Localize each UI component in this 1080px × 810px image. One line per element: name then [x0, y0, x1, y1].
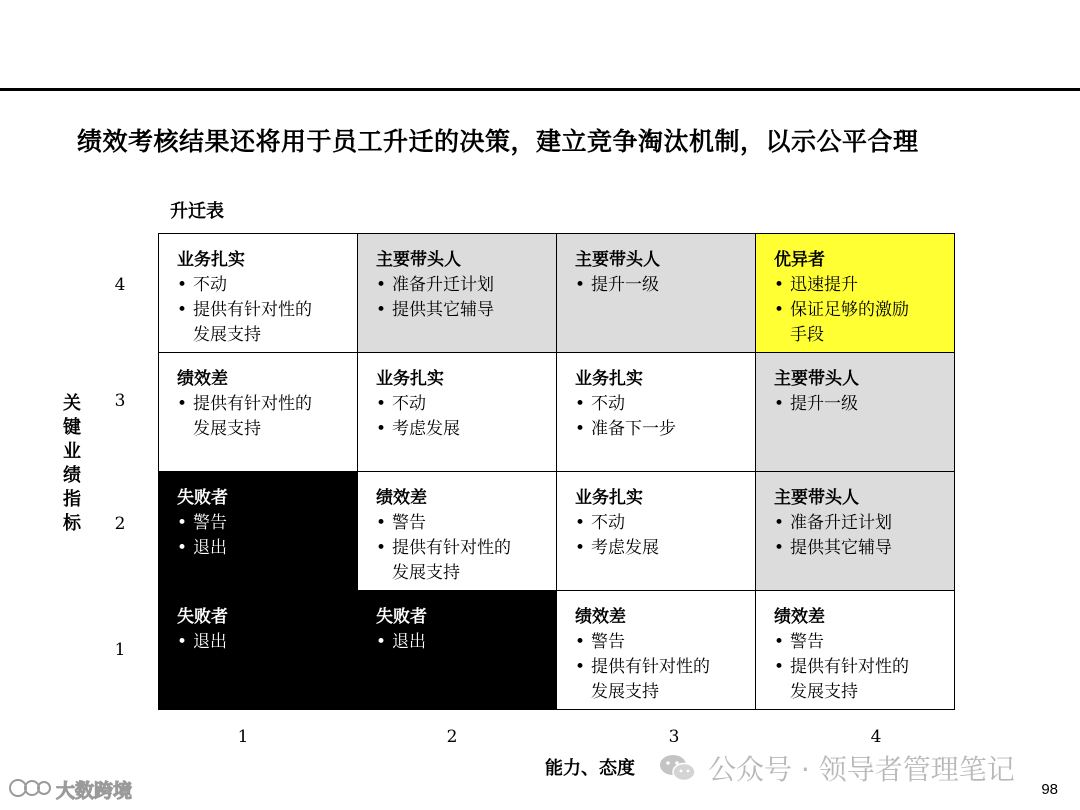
matrix-cell — [159, 234, 358, 353]
cell-bullet-item: • 保证足够的激励 手段 — [774, 298, 944, 348]
cell-bullet-item: • 准备下一步 — [575, 417, 745, 442]
cell-bullet-item: • 不动 — [575, 511, 745, 536]
cell-bullet-item: • 提供其它辅导 — [774, 536, 944, 561]
cell-title: 主要带头人 — [575, 250, 660, 270]
cell-bullet-item: • 准备升迁计划 — [376, 273, 546, 298]
logo-icon — [8, 776, 54, 800]
cell-bullet-item: • 准备升迁计划 — [774, 511, 944, 536]
y-tick-3: 3 — [114, 391, 126, 411]
matrix-cell — [557, 234, 756, 353]
matrix-cell — [159, 591, 358, 710]
cell-bullet-list — [177, 273, 347, 348]
cell-bullet-item: • 提升一级 — [774, 392, 944, 417]
matrix-cell — [358, 591, 557, 710]
cell-bullet-item: • 退出 — [177, 536, 347, 561]
cell-title: 绩效差 — [575, 607, 626, 627]
x-tick-2: 2 — [446, 727, 458, 747]
matrix-cell — [159, 472, 358, 591]
cell-title: 业务扎实 — [177, 250, 245, 270]
cell-bullet-item: • 考虑发展 — [575, 536, 745, 561]
cell-bullet-item: • 提供有针对性的 发展支持 — [376, 536, 546, 586]
cell-bullet-list — [774, 392, 944, 417]
top-divider — [0, 88, 1080, 91]
cell-bullet-item: • 退出 — [177, 630, 347, 655]
cell-bullet-list — [575, 511, 745, 561]
cell-title: 优异者 — [774, 250, 825, 270]
cell-bullet-list — [575, 630, 745, 705]
cell-title: 绩效差 — [177, 369, 228, 389]
slide-title: 绩效考核结果还将用于员工升迁的决策，建立竞争淘汰机制，以示公平合理 — [77, 127, 919, 156]
cell-bullet-item: • 警告 — [177, 511, 347, 536]
cell-title: 业务扎实 — [575, 369, 643, 389]
matrix-cell — [159, 353, 358, 472]
cell-bullet-item: • 提供有针对性的 发展支持 — [177, 392, 347, 442]
wechat-icon — [658, 752, 698, 784]
cell-bullet-item: • 提供有针对性的 发展支持 — [774, 655, 944, 705]
cell-bullet-list — [575, 392, 745, 442]
cell-bullet-list — [177, 511, 347, 561]
cell-bullet-item: • 考虑发展 — [376, 417, 546, 442]
matrix-cell — [756, 591, 955, 710]
cell-bullet-list — [774, 273, 944, 348]
y-axis-label: 关键业绩指标 — [63, 393, 81, 534]
cell-bullet-item: • 不动 — [177, 273, 347, 298]
cell-bullet-item: • 迅速提升 — [774, 273, 944, 298]
cell-bullet-list — [774, 511, 944, 561]
cell-bullet-list — [376, 511, 546, 586]
matrix-cell — [557, 353, 756, 472]
cell-bullet-item: • 不动 — [376, 392, 546, 417]
cell-title: 主要带头人 — [376, 250, 461, 270]
cell-bullet-item: • 警告 — [774, 630, 944, 655]
cell-bullet-item: • 提供有针对性的 发展支持 — [177, 298, 347, 348]
cell-bullet-item: • 提供其它辅导 — [376, 298, 546, 323]
x-tick-4: 4 — [870, 727, 882, 747]
y-tick-2: 2 — [114, 514, 126, 534]
matrix-cell — [756, 353, 955, 472]
page-number: 98 — [1041, 781, 1058, 798]
matrix-cell — [358, 472, 557, 591]
table-caption: 升迁表 — [170, 201, 224, 222]
watermark-text: 公众号 · 领导者管理笔记 — [708, 753, 1015, 786]
matrix-cell — [358, 353, 557, 472]
matrix-cell — [358, 234, 557, 353]
cell-title: 绩效差 — [774, 607, 825, 627]
cell-bullet-list — [177, 630, 347, 655]
cell-title: 业务扎实 — [376, 369, 444, 389]
cell-title: 主要带头人 — [774, 488, 859, 508]
cell-bullet-list — [376, 273, 546, 323]
cell-title: 失败者 — [177, 607, 228, 627]
cell-bullet-item: • 提供有针对性的 发展支持 — [575, 655, 745, 705]
cell-bullet-list — [575, 273, 745, 298]
matrix-cell — [557, 472, 756, 591]
promotion-matrix — [158, 233, 955, 710]
cell-bullet-item: • 警告 — [376, 511, 546, 536]
cell-bullet-item: • 警告 — [575, 630, 745, 655]
cell-title: 失败者 — [177, 488, 228, 508]
x-axis-label: 能力、态度 — [545, 758, 635, 779]
cell-bullet-list — [177, 392, 347, 442]
cell-bullet-list — [774, 630, 944, 705]
cell-bullet-item: • 不动 — [575, 392, 745, 417]
cell-bullet-list — [376, 392, 546, 442]
cell-bullet-item: • 退出 — [376, 630, 546, 655]
matrix-cell — [557, 591, 756, 710]
cell-title: 业务扎实 — [575, 488, 643, 508]
cell-title: 绩效差 — [376, 488, 427, 508]
cell-bullet-item: • 提升一级 — [575, 273, 745, 298]
cell-title: 主要带头人 — [774, 369, 859, 389]
cell-title: 失败者 — [376, 607, 427, 627]
matrix-cell — [756, 472, 955, 591]
y-tick-4: 4 — [114, 275, 126, 295]
y-tick-1: 1 — [114, 640, 126, 660]
matrix-cell — [756, 234, 955, 353]
logo-text: 大数跨境 — [56, 780, 133, 802]
x-tick-1: 1 — [237, 727, 249, 747]
cell-bullet-list — [376, 630, 546, 655]
x-tick-3: 3 — [668, 727, 680, 747]
